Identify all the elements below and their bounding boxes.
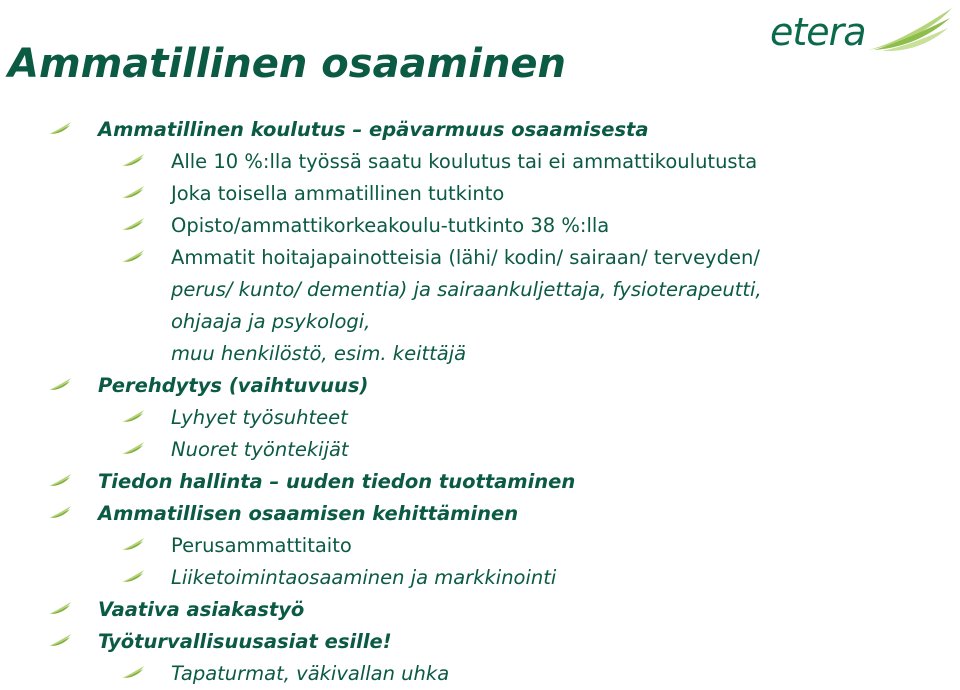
leaf-bullet-icon [48,121,72,135]
leaf-swoosh-icon [864,4,956,54]
bullet-text: Nuoret työntekijät [171,438,349,461]
leaf-bullet-icon [121,409,145,423]
leaf-bullet-icon [121,441,145,455]
bullet-item-level2 [0,658,960,690]
bullet-item-level1 [0,626,960,658]
leaf-bullet-icon [121,217,145,231]
bullet-item-level2 [0,562,960,594]
bullet-text: Ammatit hoitajapainotteisia (lähi/ kodin/ sairaan/ terveyden/ [171,246,760,269]
etera-logo [770,4,956,58]
leaf-bullet-icon [48,601,72,615]
leaf-bullet-icon [121,569,145,583]
bullet-text: Työturvallisuusasiat esille! [98,630,392,653]
bullet-item-level1 [0,114,960,146]
bullet-text: Alle 10 %:lla työssä saatu koulutus tai ei ammattikoulutusta [171,150,758,173]
bullet-text: ohjaaja ja psykologi, [171,310,371,333]
bullet-item-level1 [0,370,960,402]
bullet-item-level2 [0,242,960,274]
leaf-bullet-icon [48,473,72,487]
leaf-bullet-icon [48,377,72,391]
bullet-list [0,114,960,690]
bullet-item-level1 [0,466,960,498]
leaf-bullet-icon [121,665,145,679]
bullet-text: perus/ kunto/ dementia) ja sairaankuljettaja, fysioterapeutti, [171,278,762,301]
bullet-text: Lyhyet työsuhteet [171,406,348,429]
bullet-item-level2 [0,210,960,242]
bullet-text: muu henkilöstö, esim. keittäjä [171,342,467,365]
bullet-text: Ammatillisen osaamisen kehittäminen [98,502,519,525]
leaf-bullet-icon [48,505,72,519]
bullet-item-level2 [0,146,960,178]
bullet-text: Vaativa asiakastyö [98,598,305,621]
leaf-bullet-icon [121,537,145,551]
leaf-bullet-icon [121,249,145,263]
bullet-item-level2 [0,434,960,466]
slide-title: Ammatillinen osaaminen [8,41,567,87]
bullet-text: Ammatillinen koulutus – epävarmuus osaamisesta [98,118,649,141]
bullet-text: Opisto/ammattikorkeakoulu-tutkinto 38 %:lla [171,214,610,237]
leaf-bullet-icon [121,153,145,167]
bullet-item-level2 [0,402,960,434]
bullet-text: Tapaturmat, väkivallan uhka [171,662,450,685]
bullet-text: Tiedon hallinta – uuden tiedon tuottaminen [98,470,576,493]
bullet-text: Liiketoimintaosaaminen ja markkinointi [171,566,557,589]
bullet-text: Perehdytys (vaihtuvuus) [98,374,369,397]
bullet-item-level2 [0,530,960,562]
leaf-bullet-icon [48,633,72,647]
leaf-bullet-icon [121,185,145,199]
bullet-item-level1 [0,594,960,626]
bullet-item-level2 [0,178,960,210]
bullet-text: Joka toisella ammatillinen tutkinto [171,182,505,205]
bullet-item-level2 [0,338,960,370]
bullet-item-level1 [0,498,960,530]
bullet-text: Perusammattitaito [171,534,352,557]
bullet-item-level2 [0,306,960,338]
logo-wordmark: etera [770,10,866,54]
bullet-item-level2 [0,274,960,306]
